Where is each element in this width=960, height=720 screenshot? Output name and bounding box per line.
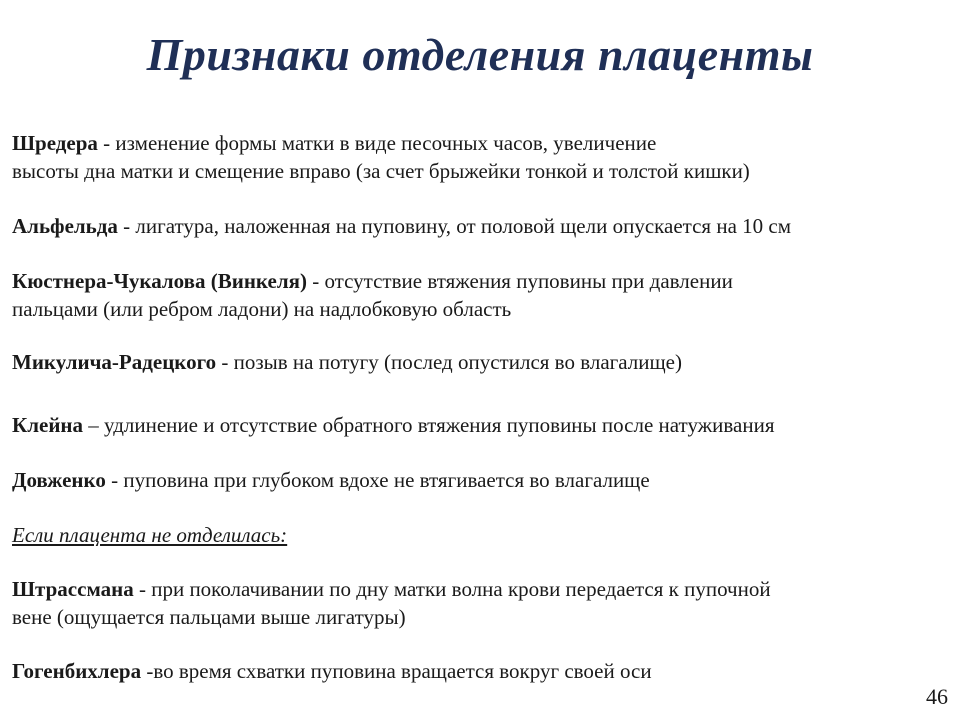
sign-text: – удлинение и отсутствие обратного втяжения пуповины после натуживания [83, 413, 775, 437]
sign-strassmann [12, 575, 771, 631]
sign-alfeld [12, 212, 791, 240]
sign-klein [12, 411, 775, 439]
sign-text: -во время схватки пуповина вращается вокруг своей оси [141, 659, 652, 683]
sign-name: Шредера [12, 131, 98, 155]
sign-hohenbichler [12, 657, 652, 685]
sign-text: - изменение формы матки в виде песочных часов, увеличение [97, 131, 657, 155]
sign-kustner [12, 267, 733, 323]
sign-dovzhenko [12, 466, 650, 494]
page-number: 46 [926, 684, 948, 709]
sign-text: - пуповина при глубоком вдохе не втягивается во влагалище [105, 468, 650, 492]
sign-text-cont: вене (ощущается пальцами выше лигатуры) [12, 605, 406, 629]
sign-name: Гогенбихлера [12, 659, 142, 683]
sign-name: Альфельда [12, 214, 118, 238]
sign-name: Довженко [12, 468, 106, 492]
sign-text: - позыв на потугу (послед опустился во влагалище) [216, 350, 682, 374]
sign-text-cont: высоты дна матки и смещение вправо (за счет брыжейки тонкой и толстой кишки) [12, 159, 750, 183]
sign-text: - лигатура, наложенная на пуповину, от половой щели опускается на 10 см [117, 214, 792, 238]
sign-mikulich [12, 348, 682, 376]
slide-title: Признаки отделения плаценты [146, 29, 814, 80]
sign-text: - отсутствие втяжения пуповины при давлении [306, 269, 733, 293]
sign-text-cont: пальцами (или ребром ладони) на надлобковую область [12, 297, 512, 321]
sign-schroeder [12, 129, 750, 185]
sign-name: Кюстнера-Чукалова (Винкеля) [12, 269, 307, 293]
sign-name: Микулича-Радецкого [12, 350, 217, 374]
sign-text: - при поколачивании по дну матки волна крови передается к пупочной [133, 577, 771, 601]
subheading-not-separated: Если плацента не отделилась: [12, 523, 288, 547]
sign-name: Клейна [12, 413, 84, 437]
sign-name: Штрассмана [12, 577, 134, 601]
